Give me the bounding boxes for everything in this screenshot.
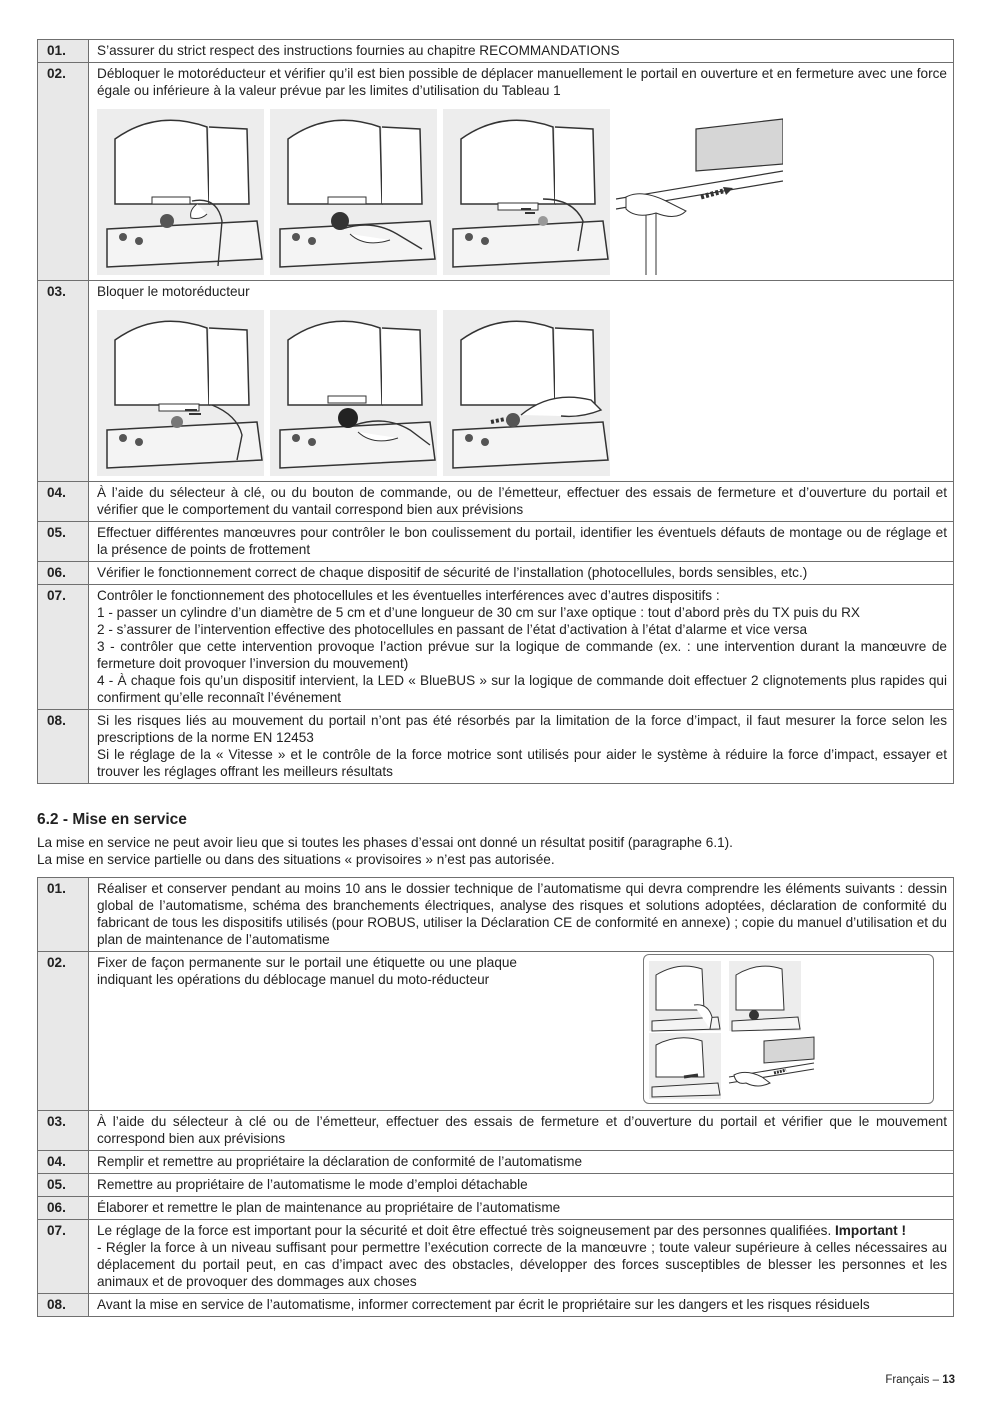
step-number: 05.	[38, 522, 89, 562]
table-row	[38, 1197, 954, 1220]
step-number: 03.	[38, 281, 89, 482]
step-text: Vérifier le fonctionnement correct de chaque dispositif de sécurité de l’installation (photocellules, bords sensibles, etc.)	[89, 562, 954, 585]
step-text-line: 4 - À chaque fois qu’un dispositif intervient, la LED « BlueBUS » sur la logique de commande doit effectuer 2 clignotements plus rapides qui confirment qu’elle reconnaît l’événement	[97, 673, 947, 705]
table-row	[38, 585, 954, 710]
table-row	[38, 952, 954, 1111]
step-text-line: Si le réglage de la « Vitesse » et le contrôle de la force motrice sont utilisés pour aider le système à réduire la force d’impact, essayer et trouver les réglages offrant les meilleurs résultats	[97, 747, 947, 779]
step-number: 07.	[38, 1220, 89, 1294]
step-number: 04.	[38, 482, 89, 522]
step-text: Remplir et remettre au propriétaire la déclaration de conformité de l’automatisme	[89, 1151, 954, 1174]
step-number: 07.	[38, 585, 89, 710]
intro-line: La mise en service partielle ou dans des situations « provisoires » n’est pas autorisée.	[37, 852, 555, 867]
step-text: Élaborer et remettre le plan de maintenance au propriétaire de l’automatisme	[89, 1197, 954, 1220]
step-text-line: 3 - contrôler que cette intervention provoque l’action prévue sur la logique de commande (ex. : une intervention durant la manœuvre de fermeture doit provoquer l’inversion du mouvement)	[97, 639, 947, 671]
footer-language: Français –	[885, 1374, 943, 1386]
table-row	[38, 878, 954, 952]
table-row	[38, 522, 954, 562]
step-number: 06.	[38, 562, 89, 585]
table-row	[38, 1174, 954, 1197]
step-text: Remettre au propriétaire de l’automatisme le mode d’emploi détachable	[89, 1174, 954, 1197]
section-intro	[37, 834, 954, 868]
lock-step-2-illustration	[270, 310, 437, 476]
step-text: - Régler la force à un niveau suffisant pour permettre l’exécution correcte de la manœuvre ; toute valeur supérieure à celles nécessaires au déplacement du portail peut, en cas d’impact avec des obstacles, développer des forces susceptibles de blesser les personnes et les animaux et de provoquer des dommages aux choses	[97, 1240, 947, 1289]
step-number: 03.	[38, 1111, 89, 1151]
step-text: Fixer de façon permanente sur le portail une étiquette ou une plaque indiquant les opérations du déblocage manuel du moto-réducteur	[97, 955, 517, 987]
lock-step-1-illustration	[97, 310, 264, 476]
commissioning-steps-table	[37, 877, 954, 1317]
step-number: 04.	[38, 1151, 89, 1174]
step-text: S’assurer du strict respect des instructions fournies au chapitre RECOMMANDATIONS	[89, 40, 954, 63]
step-text: À l’aide du sélecteur à clé, ou du bouton de commande, ou de l’émetteur, effectuer des essais de fermeture et d’ouverture du portail et vérifier que le comportement du vantail correspond bien aux prévisions	[89, 482, 954, 522]
release-step-1-illustration	[97, 109, 264, 275]
table-row	[38, 710, 954, 784]
step-text-line: Contrôler le fonctionnement des photocellules et les éventuelles interférences avec d’autres dispositifs :	[97, 588, 720, 603]
table-row	[38, 40, 954, 63]
step-number: 05.	[38, 1174, 89, 1197]
table-row	[38, 562, 954, 585]
release-illustrations	[97, 109, 947, 275]
table-row	[38, 482, 954, 522]
release-step-2-illustration	[270, 109, 437, 275]
table-row	[38, 1151, 954, 1174]
step-text: Bloquer le motoréducteur	[97, 284, 250, 299]
step-number: 06.	[38, 1197, 89, 1220]
important-label: Important !	[835, 1223, 907, 1238]
test-steps-table	[37, 39, 954, 784]
step-number: 02.	[38, 63, 89, 281]
gate-push-illustration	[616, 109, 783, 275]
step-text: À l’aide du sélecteur à clé ou de l’émetteur, effectuer des essais de fermeture et d’ouverture du portail et vérifier que le mouvement correspond bien aux prévisions	[89, 1111, 954, 1151]
step-number: 02.	[38, 952, 89, 1111]
page-number: 13	[942, 1374, 955, 1386]
step-text: Avant la mise en service de l’automatisme, informer correctement par écrit le propriétaire sur les dangers et les risques résiduels	[89, 1294, 954, 1317]
step-text: Réaliser et conserver pendant au moins 10 ans le dossier technique de l’automatisme qui devra comprendre les éléments suivants : dessin global de l’automatisme, schéma des branchements électriques, analyse des risques et solutions adoptées, déclaration de conformité du fabricant de tous les dispositifs utilisés (pour ROBUS, utiliser la Déclaration CE de conformité en annexe) ; copie du manuel d’utilisation et du plan de maintenance de l’automatisme	[89, 878, 954, 952]
intro-line: La mise en service ne peut avoir lieu que si toutes les phases d’essai ont donné un résultat positif (paragraphe 6.1).	[37, 835, 733, 850]
step-text-line: Si les risques liés au mouvement du portail n’ont pas été résorbés par la limitation de la force d’impact, il faut mesurer la force selon les prescriptions de la norme EN 12453	[97, 713, 947, 745]
step-number: 01.	[38, 40, 89, 63]
table-row	[38, 1220, 954, 1294]
step-text-line: 1 - passer un cylindre d’un diamètre de 5 cm et d’une longueur de 30 cm sur l’axe optique : tout d’abord près du TX puis du RX	[97, 605, 860, 620]
step-number: 08.	[38, 1294, 89, 1317]
table-row	[38, 63, 954, 281]
step-text-line: 2 - s’assurer de l’intervention effective des photocellules en passant de l’état d’activation à l’état d’alarme et vice versa	[97, 622, 808, 637]
table-row	[38, 281, 954, 482]
release-label-illustration	[643, 954, 934, 1104]
table-row	[38, 1111, 954, 1151]
page-footer	[885, 1372, 955, 1389]
step-number: 08.	[38, 710, 89, 784]
lock-step-3-illustration	[443, 310, 610, 476]
release-step-3-illustration	[443, 109, 610, 275]
step-text: Effectuer différentes manœuvres pour contrôler le bon coulissement du portail, identifier les éventuels défauts de montage ou de réglage et la présence de points de frottement	[89, 522, 954, 562]
section-title: 6.2 - Mise en service	[37, 811, 187, 828]
step-text: Débloquer le motoréducteur et vérifier qu’il est bien possible de déplacer manuellement le portail en ouverture et en fermeture avec une force égale ou inférieure à la valeur prévue par les limites d’utilisation du Tableau 1	[97, 66, 947, 98]
lock-illustrations	[97, 310, 947, 476]
step-number: 01.	[38, 878, 89, 952]
step-text: Le réglage de la force est important pour la sécurité et doit être effectué très soigneusement par des personnes qualifiées.	[97, 1223, 836, 1238]
table-row	[38, 1294, 954, 1317]
